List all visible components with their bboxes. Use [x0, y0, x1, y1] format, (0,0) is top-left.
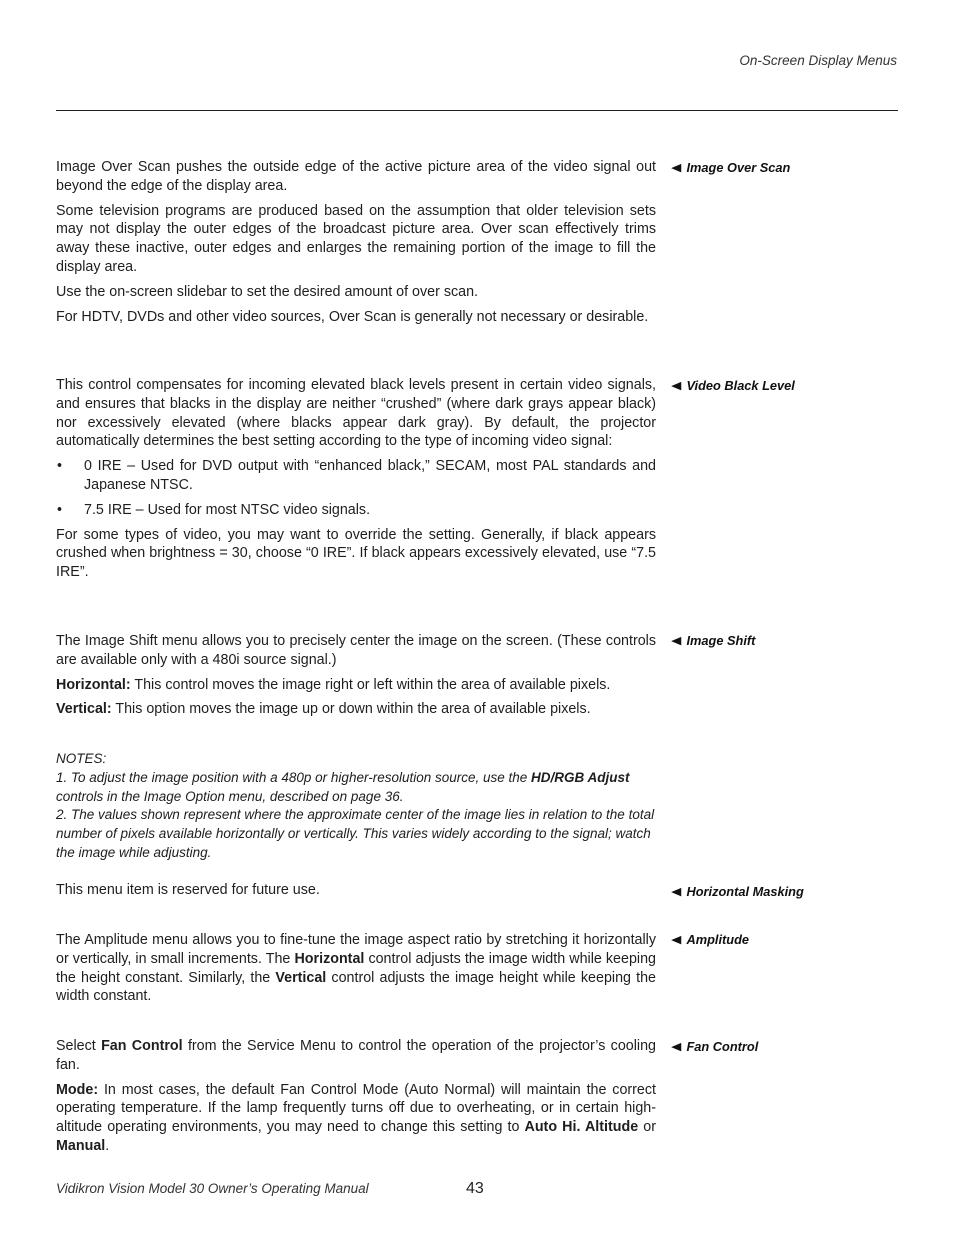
term-label: Auto Hi. Altitude	[524, 1119, 639, 1136]
list-item	[56, 501, 656, 520]
list-item	[56, 457, 656, 495]
term-label: Vertical:	[56, 701, 112, 718]
paragraph-text: Select	[56, 1038, 102, 1054]
side-heading-video-black-level	[672, 378, 795, 393]
paragraph-text: from the Service Menu to control the operation of the projector’s cooling fan.	[56, 1038, 656, 1073]
paragraph	[56, 931, 656, 1006]
side-heading-label: Image Shift	[686, 633, 756, 648]
paragraph-horizontal	[56, 676, 656, 695]
paragraph: For HDTV, DVDs and other video sources, Over Scan is generally not necessary or desirable.	[56, 308, 649, 325]
side-heading-fan-control	[672, 1039, 758, 1054]
note-text: controls in the Image Option menu, described on page 36.	[56, 788, 404, 804]
note-emphasis: HD/RGB Adjust	[531, 769, 630, 785]
side-heading-horizontal-masking	[672, 884, 804, 899]
note-2: 2. The values shown represent where the approximate center of the image lies in relation to the total number of pixels available horizontally or vertically. This varies widely according to the signal; watch the image while adjusting.	[56, 807, 655, 860]
left-pointer-icon: ◀	[671, 934, 682, 946]
paragraph: Use the on-screen slidebar to set the desired amount of over scan.	[56, 283, 478, 300]
paragraph: The Image Shift menu allows you to precisely center the image on the screen. (These controls are available only with a 480i source signal.)	[56, 633, 656, 668]
paragraph-text: control adjusts the image height while keeping the width constant.	[56, 969, 656, 1005]
bullet-icon: •	[57, 501, 63, 518]
side-heading-label: Image Over Scan	[686, 160, 791, 175]
paragraph	[56, 1037, 656, 1075]
paragraph: This menu item is reserved for future use.	[56, 882, 320, 898]
list-item-text: 0 IRE – Used for DVD output with “enhanced black,” SECAM, most PAL standards and Japanese NTSC.	[84, 458, 656, 493]
section-image-over-scan	[56, 158, 656, 332]
section-fan-control	[56, 1037, 656, 1162]
paragraph-text: The Amplitude menu allows you to fine-tune the image aspect ratio by stretching it horizontally or vertically, in small increments. The	[56, 932, 656, 967]
left-pointer-icon: ◀	[671, 1041, 682, 1053]
paragraph: Image Over Scan pushes the outside edge of the active picture area of the video signal out beyond the edge of the display area.	[56, 159, 656, 194]
paragraph-text: In most cases, the default Fan Control Mode (Auto Normal) will maintain the correct operating temperature. If the lamp frequently turns off due to overheating, or in certain high-altitude operating environments, you may need to change this setting to	[56, 1081, 656, 1136]
paragraph-text: This control moves the image right or left within the area of available pixels.	[130, 676, 611, 693]
footer-manual-title: Vidikron Vision Model 30 Owner’s Operating Manual	[56, 1181, 369, 1196]
section-horizontal-masking	[56, 881, 656, 906]
term-label: Manual	[56, 1137, 106, 1154]
left-pointer-icon: ◀	[671, 162, 682, 174]
paragraph-mode	[56, 1081, 656, 1156]
side-heading-label: Fan Control	[686, 1039, 759, 1054]
paragraph-text: .	[105, 1137, 110, 1154]
term-label: Fan Control	[101, 1038, 183, 1054]
term-label: Vertical	[275, 969, 327, 986]
side-heading-label: Video Black Level	[686, 378, 795, 393]
running-header: On-Screen Display Menus	[739, 53, 897, 68]
paragraph: Some television programs are produced based on the assumption that older television sets may not display the outer edges of the broadcast picture area. Over scan effectively trims away these inactive, outer edges and enlarges the remaining portion of the image to fill the display area.	[56, 202, 656, 275]
paragraph: For some types of video, you may want to override the setting. Generally, if black appears crushed when brightness = 30, choose “0 IRE”. If black appears excessively elevated, use “7.5 IRE”.	[56, 526, 656, 581]
page-number: 43	[466, 1180, 484, 1197]
side-heading-label: Amplitude	[686, 932, 750, 947]
paragraph-vertical	[56, 700, 656, 719]
note-1	[56, 769, 656, 807]
left-pointer-icon: ◀	[671, 380, 682, 392]
section-image-shift	[56, 632, 656, 725]
side-heading-amplitude	[672, 932, 749, 947]
side-heading-image-over-scan	[672, 160, 790, 175]
section-amplitude	[56, 931, 656, 1012]
term-label: Horizontal	[294, 950, 365, 967]
paragraph-text: control adjusts the image width while keeping the height constant. Similarly, the	[56, 950, 656, 986]
left-pointer-icon: ◀	[671, 886, 682, 898]
paragraph-text: This option moves the image up or down within the area of available pixels.	[111, 701, 591, 718]
bullet-icon: •	[57, 458, 63, 475]
left-pointer-icon: ◀	[671, 635, 682, 647]
side-heading-image-shift	[672, 633, 755, 648]
paragraph-text: or	[638, 1119, 656, 1136]
term-label: Horizontal:	[56, 676, 131, 693]
notes-block	[56, 750, 656, 863]
paragraph: This control compensates for incoming elevated black levels present in certain video signals, and ensures that blacks in the display are neither “crushed” (where dark grays appear black) nor excessively elevated (where blacks appear dark gray). By default, the projector automatically determines the best setting according to the type of incoming video signal:	[56, 377, 656, 450]
list-item-text: 7.5 IRE – Used for most NTSC video signals.	[84, 501, 371, 518]
note-text: 1. To adjust the image position with a 480p or higher-resolution source, use the	[56, 769, 532, 785]
side-heading-label: Horizontal Masking	[686, 884, 804, 899]
section-video-black-level	[56, 376, 656, 588]
header-rule	[56, 110, 898, 111]
term-label: Mode:	[56, 1081, 99, 1098]
notes-title: NOTES:	[56, 751, 107, 766]
